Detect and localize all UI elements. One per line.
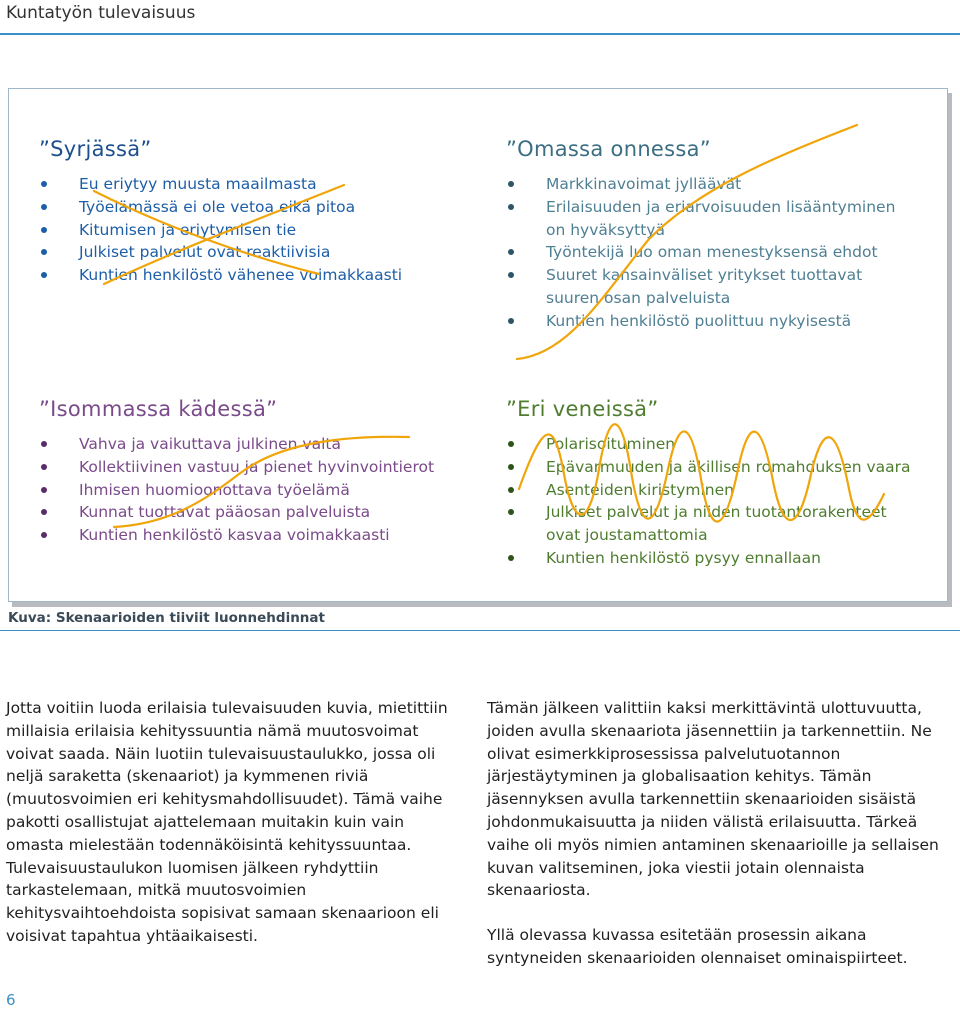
scenario-syrjassa (39, 137, 439, 287)
bullet-icon (508, 249, 514, 255)
scenario-list (39, 433, 459, 547)
list-item: Kunnat tuottavat pääosan palveluista (39, 501, 459, 524)
list-item: Epävarmuuden ja äkillisen romahduksen vaara (506, 456, 916, 479)
scenario-list (506, 173, 916, 333)
list-item: Kuntien henkilöstö kasvaa voimakkaasti (39, 524, 459, 547)
list-item: Kuntien henkilöstö puolittuu nykyisestä (506, 310, 916, 333)
list-item: Julkiset palvelut ovat reaktiivisia (39, 241, 439, 264)
list-item: Polarisoituminen (506, 433, 916, 456)
caption-rule (0, 630, 960, 631)
bullet-icon (41, 441, 47, 447)
bullet-icon (41, 464, 47, 470)
scenario-title: ”Omassa onnessa” (506, 137, 711, 161)
page-number: 6 (6, 991, 16, 1009)
list-item: Ihmisen huomioonottava työelämä (39, 479, 459, 502)
list-item: Työntekijä luo oman menestyksensä ehdot (506, 241, 916, 264)
bullet-icon (41, 204, 47, 210)
list-item: Vahva ja vaikuttava julkinen valta (39, 433, 459, 456)
scenario-omassa-onnessa (506, 137, 916, 333)
bullet-icon (41, 249, 47, 255)
bullet-icon (41, 509, 47, 515)
list-item: Eu eriytyy muusta maailmasta (39, 173, 439, 196)
bullet-icon (41, 227, 47, 233)
body-column-left (6, 697, 456, 948)
bullet-icon (508, 464, 514, 470)
scenario-figure (8, 88, 948, 602)
body-paragraph: Jotta voitiin luoda erilaisia tulevaisuuden kuvia, mietittiin millaisia erilaisia kehityssuuntia nämä muutosvoimat voivat saada. Näin luotiin tulevaisuustaulukko, jossa oli neljä saraketta (skenaariot) ja kymmenen riviä (muutosvoimien eri kehitysmahdollisuudet). Tämä vaihe pakotti osallistujat ajattelemaan muitakin kuin vain omasta mielestään todennäköisintä kehityssuuntaa. Tulevaisuustaulukon luomisen jälkeen ryhdyttiin tarkastelemaan, mitkä muutosvoimien kehitysvaihtoehdoista sopisivat samaan skenaarioon eli voisivat tapahtua yhtäaikaisesti. (6, 699, 448, 945)
bullet-icon (41, 272, 47, 278)
running-header: Kuntatyön tulevaisuus (6, 3, 196, 23)
scenario-isommassa-kadessa (39, 397, 459, 547)
list-item: Suuret kansainväliset yritykset tuottavat suuren osan palveluista (506, 264, 916, 310)
bullet-icon (508, 555, 514, 561)
bullet-icon (508, 272, 514, 278)
bullet-icon (41, 181, 47, 187)
bullet-icon (508, 487, 514, 493)
list-item: Kollektiivinen vastuu ja pienet hyvinvointierot (39, 456, 459, 479)
body-paragraph: Tämän jälkeen valittiin kaksi merkittävintä ulottuvuutta, joiden avulla skenaariota jäsennettiin ja tarkennettiin. Ne olivat esimerkkiprosessissa palvelutuotannon järjestäytyminen ja globalisaation kehitys. Tämän jäsennyksen avulla tarkennettiin skenaarioiden sisäistä johdonmukaisuutta ja niiden välistä erilaisuutta. Tärkeä vaihe oli myös nimien antaminen skenaarioille ja sellaisen kuvan valitseminen, joka viestii jotain olennaista skenaariosta. (487, 699, 939, 900)
scenario-list (39, 173, 439, 287)
list-item: Asenteiden kiristyminen (506, 479, 916, 502)
scenario-title: ”Isommassa kädessä” (39, 397, 278, 421)
bullet-icon (508, 509, 514, 515)
bullet-icon (508, 318, 514, 324)
bullet-icon (41, 487, 47, 493)
list-item: Kuntien henkilöstö pysyy ennallaan (506, 547, 916, 570)
bullet-icon (508, 204, 514, 210)
scenario-title: ”Syrjässä” (39, 137, 152, 161)
list-item: Julkiset palvelut ja niiden tuotantorakenteet ovat joustamattomia (506, 501, 916, 547)
header-rule (0, 33, 960, 35)
body-paragraph: Yllä olevassa kuvassa esitetään prosessin aikana syntyneiden skenaarioiden olennaiset ominaispiirteet. (487, 926, 908, 967)
list-item: Kitumisen ja eriytymisen tie (39, 219, 439, 242)
bullet-icon (41, 532, 47, 538)
scenario-title: ”Eri veneissä” (506, 397, 659, 421)
scenario-eri-veneissa (506, 397, 916, 570)
bullet-icon (508, 441, 514, 447)
body-column-right (487, 697, 947, 970)
list-item: Erilaisuuden ja eriarvoisuuden lisääntyminen on hyväksyttyä (506, 196, 916, 242)
figure-caption: Kuva: Skenaarioiden tiiviit luonnehdinnat (8, 610, 325, 626)
bullet-icon (508, 181, 514, 187)
list-item: Kuntien henkilöstö vähenee voimakkaasti (39, 264, 439, 287)
scenario-list (506, 433, 916, 570)
list-item: Työelämässä ei ole vetoa eikä pitoa (39, 196, 439, 219)
list-item: Markkinavoimat jylläävät (506, 173, 916, 196)
